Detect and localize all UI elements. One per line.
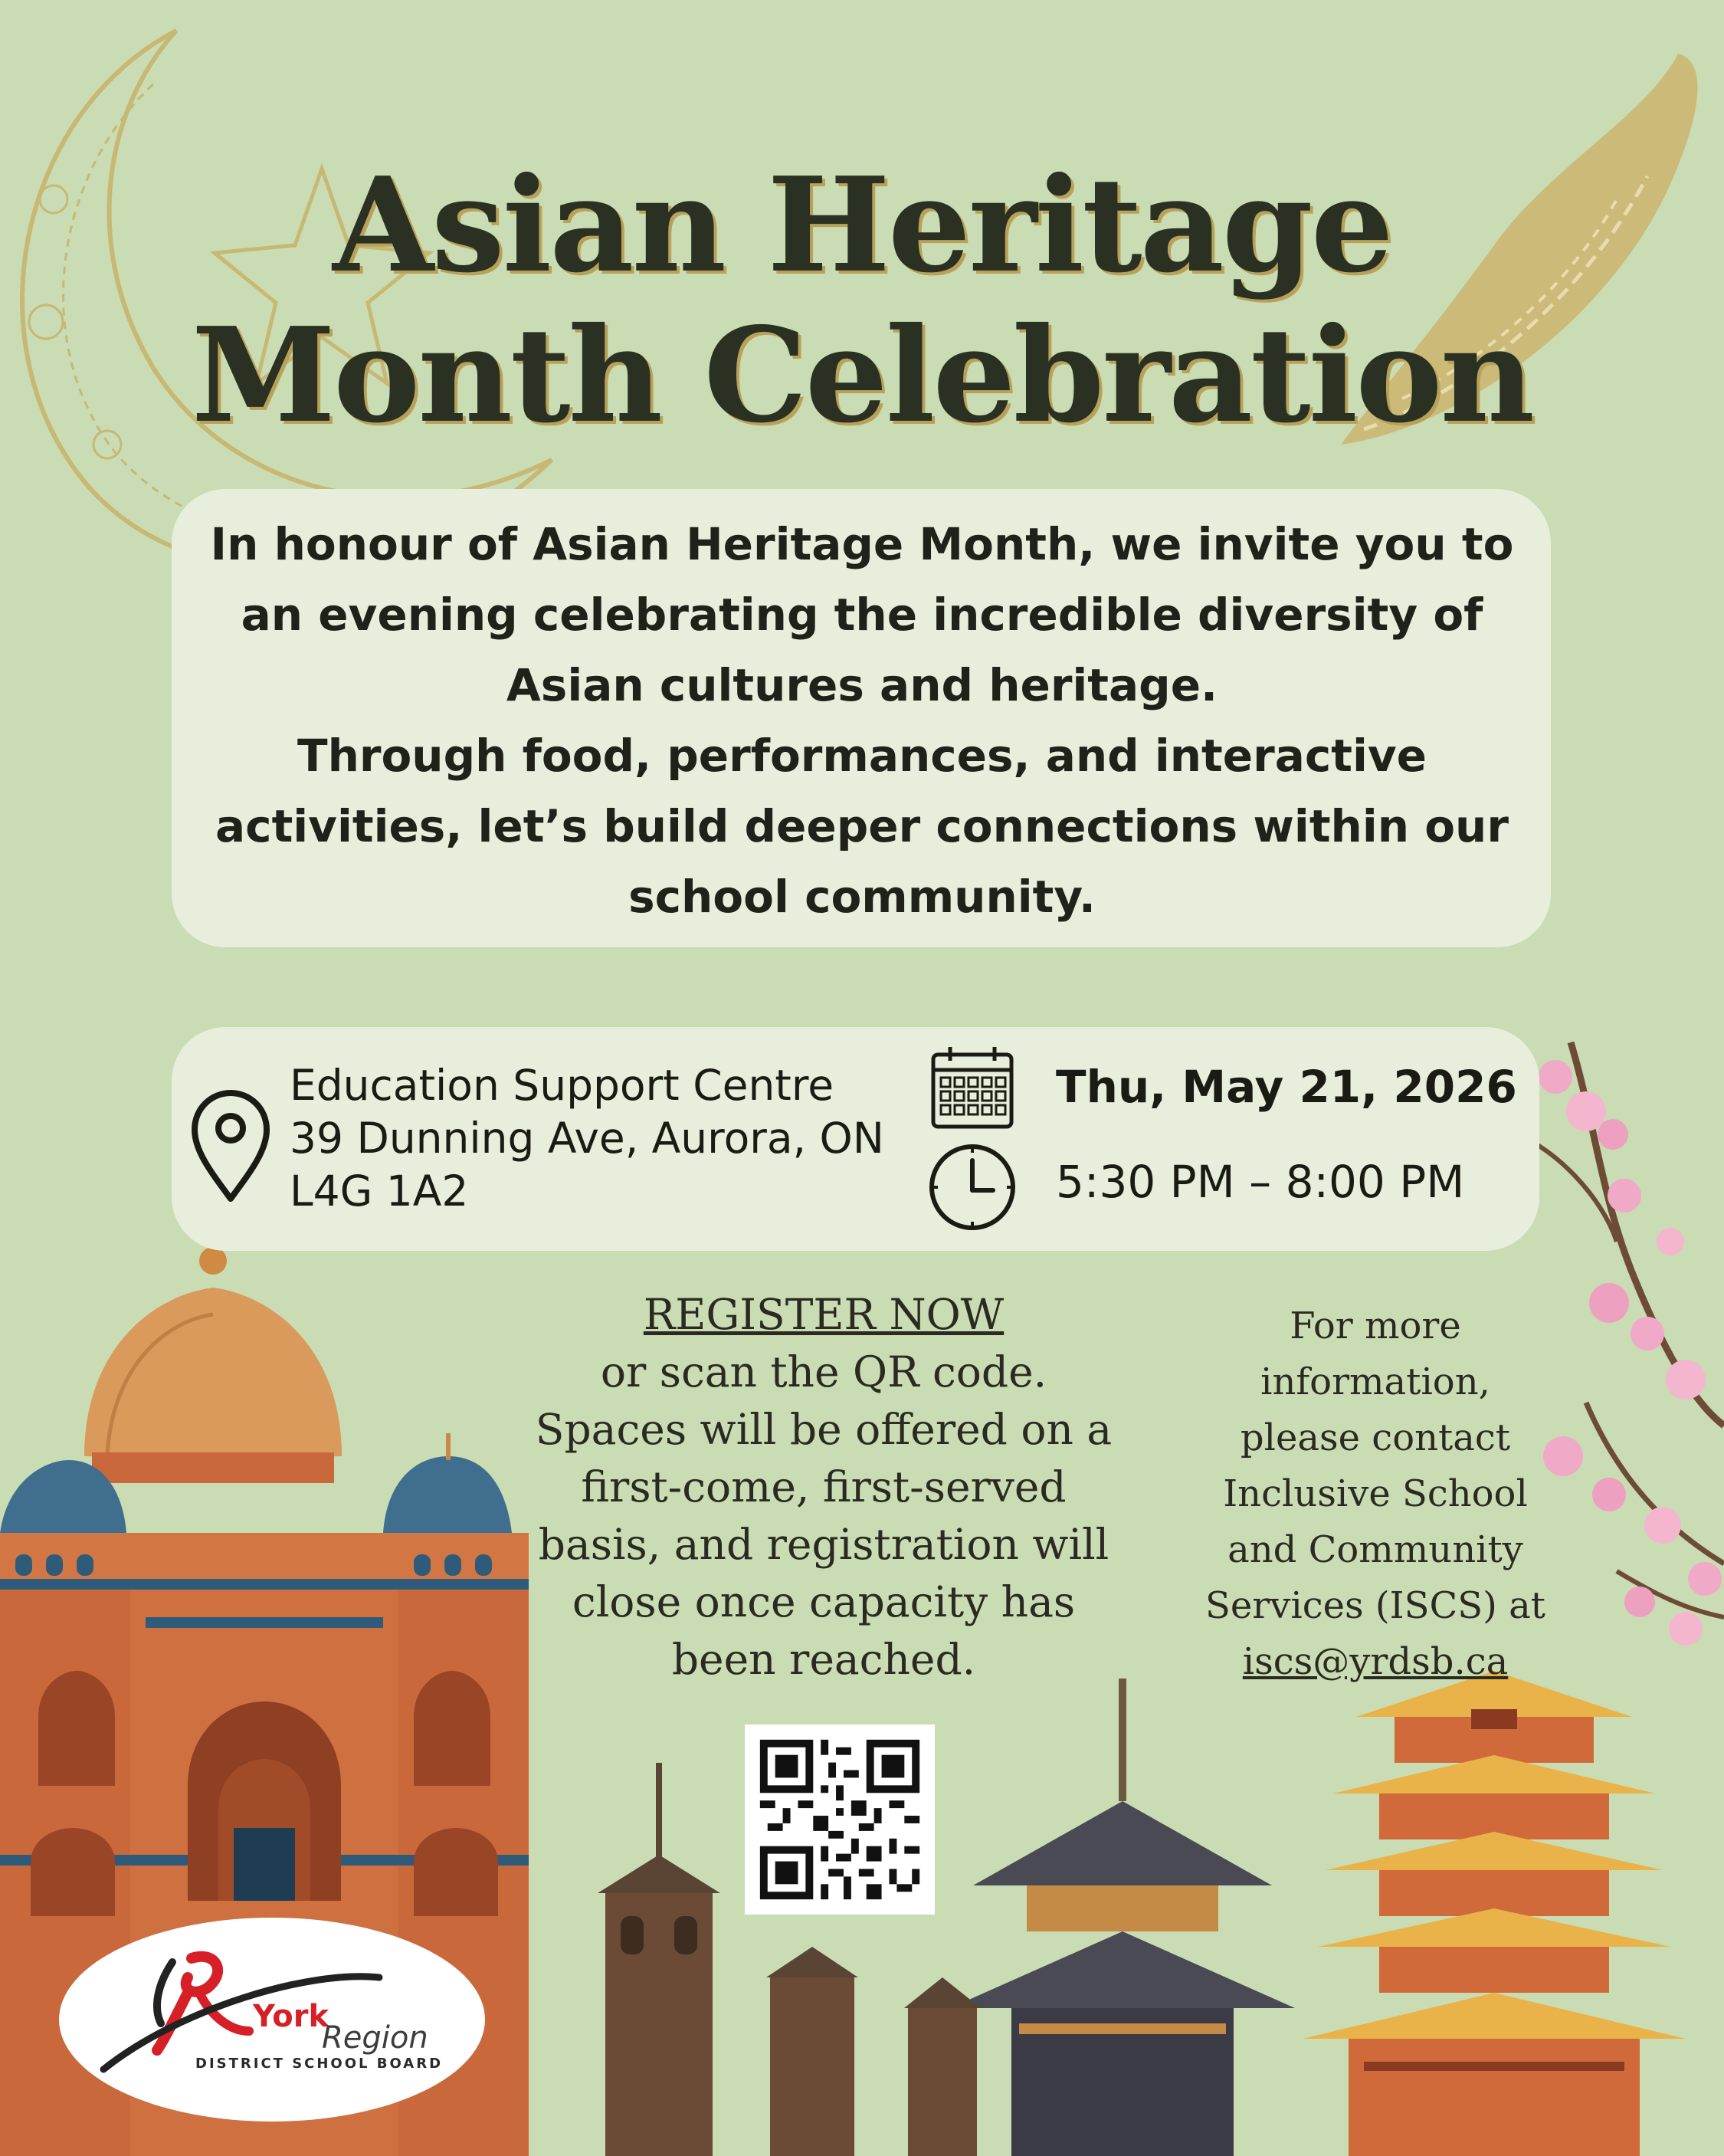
register-line: first-come, first-served (581, 1462, 1067, 1511)
contact-line: and Community (1227, 1528, 1523, 1571)
intro-line: an evening celebrating the incredible diversity of (241, 589, 1483, 641)
intro-text (192, 509, 1532, 932)
logo-board-text: DISTRICT SCHOOL BOARD (195, 2056, 444, 2072)
register-line: Spaces will be offered on a (535, 1405, 1113, 1454)
yellow-crane-tower-illustration (1303, 1671, 1686, 2156)
register-now-link[interactable]: REGISTER NOW (643, 1290, 1005, 1339)
calendar-icon (929, 1044, 1016, 1131)
venue-address-line-1: 39 Dunning Ave, Aurora, ON (290, 1114, 884, 1163)
logo-region-text: Region (322, 2020, 428, 2056)
register-line: close once capacity has (572, 1577, 1076, 1626)
contact-line: Services (ISCS) at (1205, 1584, 1545, 1627)
contact-line: Inclusive School (1223, 1472, 1528, 1515)
registration-qr-code[interactable] (745, 1724, 935, 1915)
contact-info (1180, 1298, 1571, 1690)
contact-line: please contact (1240, 1416, 1511, 1459)
venue-address-line-2: L4G 1A2 (290, 1167, 469, 1216)
event-time: 5:30 PM – 8:00 PM (1056, 1156, 1465, 1208)
intro-line: In honour of Asian Heritage Month, we invite you to (210, 518, 1514, 570)
intro-line: Through food, performances, and interactive (297, 730, 1427, 782)
contact-email-link[interactable]: iscs@yrdsb.ca (1242, 1640, 1509, 1683)
location-pin-icon (188, 1088, 273, 1203)
page-title-line-2: Month Celebration (191, 299, 1533, 452)
register-line: basis, and registration will (538, 1520, 1109, 1569)
register-line: been reached. (671, 1635, 976, 1684)
clock-icon (927, 1142, 1018, 1232)
page-title-line-1: Asian Heritage (333, 149, 1391, 302)
contact-line: For more (1290, 1304, 1461, 1347)
venue-name: Education Support Centre (290, 1061, 834, 1110)
intro-line: activities, let’s build deeper connections within our (215, 800, 1509, 852)
intro-line: school community. (628, 871, 1096, 923)
pagoda-silhouettes-illustration (598, 1679, 1295, 2156)
registration-info (506, 1286, 1142, 1688)
event-date: Thu, May 21, 2026 (1056, 1061, 1517, 1113)
register-line: or scan the QR code. (600, 1347, 1047, 1396)
qr-code-icon (745, 1724, 935, 1915)
contact-line: information, (1260, 1360, 1490, 1403)
logo-york-text: York (253, 1999, 329, 2034)
intro-line: Asian cultures and heritage. (506, 659, 1218, 711)
